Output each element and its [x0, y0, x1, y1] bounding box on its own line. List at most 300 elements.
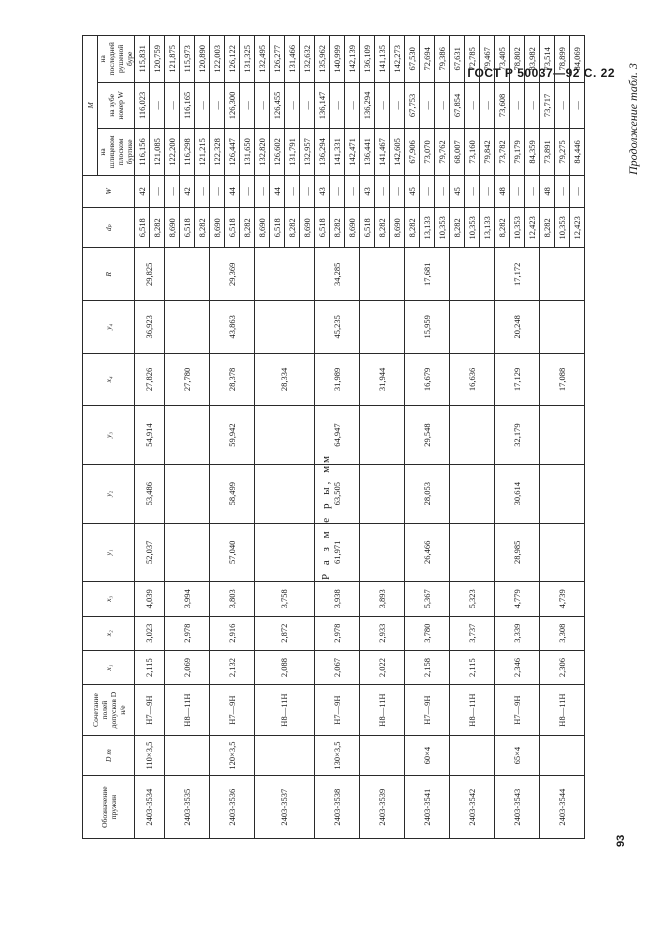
cell-W: —: [300, 175, 315, 207]
cell-M2: —: [480, 82, 495, 129]
cell-W: —: [390, 175, 405, 207]
cell-y2: 58,499: [210, 464, 255, 523]
cell-M1: 79,275: [555, 129, 570, 176]
cell-D: [450, 735, 495, 775]
cell-y3: [450, 406, 495, 465]
cell-x1: 2,158: [405, 650, 450, 684]
cell-y3: 59,942: [210, 406, 255, 465]
cell-R: 29,369: [210, 248, 255, 301]
cell-dp: 8,690: [345, 208, 360, 248]
cell-fit: H8—11H: [360, 685, 405, 736]
cell-x4: 27,826: [135, 353, 165, 406]
cell-y4: [540, 301, 585, 354]
cell-W: 43: [315, 175, 330, 207]
cell-W: 42: [180, 175, 195, 207]
cell-M1: 79,762: [435, 129, 450, 176]
cell-y1: 52,037: [135, 523, 165, 582]
cell-M2: —: [570, 82, 585, 129]
cell-y3: 54,914: [135, 406, 165, 465]
cell-dp: 8,690: [210, 208, 225, 248]
cell-M3: 78,802: [510, 36, 525, 83]
cell-y3: [165, 406, 210, 465]
header-row: [83, 36, 98, 839]
cell-designation: 2403-3541: [405, 776, 450, 839]
cell-dp: 6,518: [180, 208, 195, 248]
cell-y1: 26,466: [405, 523, 450, 582]
cell-M1: 73,160: [465, 129, 480, 176]
cell-fit: H8—11H: [165, 685, 210, 736]
cell-x3: 3,893: [360, 582, 405, 616]
cell-x4: 17,129: [495, 353, 540, 406]
cell-x4: 16,636: [450, 353, 495, 406]
cell-W: —: [195, 175, 210, 207]
cell-dp: 6,518: [225, 208, 240, 248]
cell-M3: 131,466: [285, 36, 300, 83]
cell-M2: 126,300: [225, 82, 240, 129]
cell-x2: 3,780: [405, 616, 450, 650]
cell-dp: 8,282: [495, 208, 510, 248]
cell-M1: 136,294: [315, 129, 330, 176]
cell-fit: H8—11H: [450, 685, 495, 736]
cell-W: —: [570, 175, 585, 207]
cell-x1: 2,069: [165, 650, 210, 684]
cell-M2: 126,455: [270, 82, 285, 129]
cell-W: —: [420, 175, 435, 207]
cell-M1: 121,215: [195, 129, 210, 176]
cell-x4: 31,989: [315, 353, 360, 406]
cell-x4: 27,780: [165, 353, 210, 406]
cell-M2: 73,608: [495, 82, 510, 129]
spec-table: [82, 35, 585, 839]
cell-M2: 116,165: [180, 82, 195, 129]
cell-x2: 3,023: [135, 616, 165, 650]
cell-W: —: [375, 175, 390, 207]
table-row: [360, 36, 375, 839]
cell-y2: [540, 464, 585, 523]
cell-x2: 3,339: [495, 616, 540, 650]
cell-dp: 8,282: [285, 208, 300, 248]
cell-M1: 132,957: [300, 129, 315, 176]
table-row: [135, 36, 150, 839]
cell-dp: 12,423: [570, 208, 585, 248]
cell-y1: [360, 523, 405, 582]
cell-M3: 73,405: [495, 36, 510, 83]
cell-M2: —: [285, 82, 300, 129]
cell-x1: 2,067: [315, 650, 360, 684]
cell-M1: 132,820: [255, 129, 270, 176]
cell-x4: 16,679: [405, 353, 450, 406]
cell-x3: 5,367: [405, 582, 450, 616]
cell-fit: H7—9H: [315, 685, 360, 736]
cell-dp: 6,518: [315, 208, 330, 248]
table-row: [255, 36, 270, 839]
table-row: [405, 36, 420, 839]
cell-dp: 10,353: [555, 208, 570, 248]
cell-M2: —: [525, 82, 540, 129]
cell-M3: 132,495: [255, 36, 270, 83]
cell-M2: —: [195, 82, 210, 129]
cell-fit: H8—11H: [255, 685, 315, 736]
cell-x3: 4,739: [540, 582, 585, 616]
cell-M1: 136,441: [360, 129, 375, 176]
col-y1: y₁: [83, 523, 135, 582]
cell-M3: 126,122: [225, 36, 240, 83]
cell-M3: 67,631: [450, 36, 465, 83]
cell-dp: 6,518: [135, 208, 150, 248]
cell-M3: 140,999: [330, 36, 345, 83]
cell-y1: 28,985: [495, 523, 540, 582]
cell-dp: 10,353: [510, 208, 525, 248]
table-row: [450, 36, 465, 839]
cell-y4: [360, 301, 405, 354]
cell-M1: 73,070: [420, 129, 435, 176]
cell-x4: 31,944: [360, 353, 405, 406]
cell-M2: —: [240, 82, 255, 129]
cell-R: [360, 248, 405, 301]
cell-M2: 136,294: [360, 82, 375, 129]
cell-W: 48: [495, 175, 510, 207]
cell-x1: 2,115: [450, 650, 495, 684]
cell-M1: 141,467: [375, 129, 390, 176]
cell-D: 65×4: [495, 735, 540, 775]
cell-y1: [450, 523, 495, 582]
cell-W: —: [210, 175, 225, 207]
cell-y4: 15,959: [405, 301, 450, 354]
cell-fit: H7—9H: [210, 685, 255, 736]
cell-x1: 2,306: [540, 650, 585, 684]
cell-dp: 12,423: [525, 208, 540, 248]
cell-M1: 122,328: [210, 129, 225, 176]
cell-W: 43: [360, 175, 375, 207]
cell-dp: 8,690: [390, 208, 405, 248]
cell-x3: 5,323: [450, 582, 495, 616]
col-x3: x₃: [83, 582, 135, 616]
cell-D: [540, 735, 585, 775]
col-y3: y₃: [83, 406, 135, 465]
table-row: [315, 36, 330, 839]
cell-dp: 8,690: [300, 208, 315, 248]
cell-y2: [165, 464, 210, 523]
cell-M1: 73,782: [495, 129, 510, 176]
cell-M3: 78,899: [555, 36, 570, 83]
cell-W: —: [465, 175, 480, 207]
col-M-group: M: [83, 36, 98, 176]
cell-y3: 32,179: [495, 406, 540, 465]
cell-W: —: [255, 175, 270, 207]
cell-designation: 2403-3542: [450, 776, 495, 839]
cell-x2: 2,872: [255, 616, 315, 650]
cell-dp: 8,690: [165, 208, 180, 248]
cell-M1: 116,298: [180, 129, 195, 176]
cell-designation: 2403-3543: [495, 776, 540, 839]
cell-W: 45: [405, 175, 420, 207]
col-fit: Сочетание полей допусков D н/e: [83, 685, 135, 736]
col-x1: x₁: [83, 650, 135, 684]
cell-M1: 131,791: [285, 129, 300, 176]
cell-M3: 120,759: [150, 36, 165, 83]
cell-dp: 6,518: [270, 208, 285, 248]
cell-y4: 45,235: [315, 301, 360, 354]
cell-designation: 2403-3535: [165, 776, 210, 839]
cell-M3: 121,875: [165, 36, 180, 83]
cell-W: —: [165, 175, 180, 207]
cell-M2: 116,023: [135, 82, 150, 129]
col-y4: y₄: [83, 301, 135, 354]
cell-x3: 4,779: [495, 582, 540, 616]
cell-D: 110×3,5: [135, 735, 165, 775]
cell-x1: 2,088: [255, 650, 315, 684]
page-number: 93: [615, 834, 627, 847]
cell-M2: —: [510, 82, 525, 129]
cell-dp: 8,282: [195, 208, 210, 248]
col-M3: на последней рушеной буре: [98, 36, 135, 83]
cell-designation: 2403-3536: [210, 776, 255, 839]
table-row: [165, 36, 180, 839]
cell-dp: 8,282: [240, 208, 255, 248]
cell-y1: [255, 523, 315, 582]
cell-W: —: [285, 175, 300, 207]
cell-designation: 2403-3539: [360, 776, 405, 839]
cell-y4: [450, 301, 495, 354]
cell-M2: —: [465, 82, 480, 129]
sizes-caption: Р а з м е р ы, мм: [320, 452, 332, 580]
cell-M1: 73,891: [540, 129, 555, 176]
cell-W: 45: [450, 175, 465, 207]
cell-M2: —: [420, 82, 435, 129]
cell-M3: 67,530: [405, 36, 420, 83]
cell-fit: H8—11H: [540, 685, 585, 736]
cell-W: 44: [225, 175, 240, 207]
cell-M3: 73,514: [540, 36, 555, 83]
cell-x1: 2,115: [135, 650, 165, 684]
cell-M1: 142,471: [345, 129, 360, 176]
cell-D: 60×4: [405, 735, 450, 775]
cell-dp: 8,282: [375, 208, 390, 248]
cell-x3: 3,938: [315, 582, 360, 616]
cell-y1: [540, 523, 585, 582]
cell-M3: 122,003: [210, 36, 225, 83]
cell-y2: 28,053: [405, 464, 450, 523]
cell-x2: 2,933: [360, 616, 405, 650]
cell-M3: 120,890: [195, 36, 210, 83]
cell-M3: 132,632: [300, 36, 315, 83]
cell-M1: 121,085: [150, 129, 165, 176]
cell-W: 44: [270, 175, 285, 207]
cell-M2: —: [300, 82, 315, 129]
cell-y2: 63,505: [315, 464, 360, 523]
page-header: ГОСТ Р 50037—92 С. 22: [467, 66, 615, 80]
cell-R: 17,681: [405, 248, 450, 301]
cell-dp: 10,353: [465, 208, 480, 248]
cell-y1: 57,040: [210, 523, 255, 582]
cell-W: —: [345, 175, 360, 207]
cell-M2: —: [375, 82, 390, 129]
col-y2: y₂: [83, 464, 135, 523]
cell-D: [255, 735, 315, 775]
cell-y1: [165, 523, 210, 582]
cell-D: [165, 735, 210, 775]
cell-M2: 73,717: [540, 82, 555, 129]
cell-M1: 142,605: [390, 129, 405, 176]
cell-W: —: [330, 175, 345, 207]
cell-y2: 53,486: [135, 464, 165, 523]
cell-R: [540, 248, 585, 301]
cell-M2: 67,854: [450, 82, 465, 129]
cell-M2: —: [390, 82, 405, 129]
cell-M3: 141,135: [375, 36, 390, 83]
cell-M2: —: [210, 82, 225, 129]
cell-y1: 61,971: [315, 523, 360, 582]
cell-y4: [255, 301, 315, 354]
cell-x1: 2,022: [360, 650, 405, 684]
cell-M1: 116,156: [135, 129, 150, 176]
cell-x2: 2,916: [210, 616, 255, 650]
cell-M3: 79,467: [480, 36, 495, 83]
col-designation: Обозначение пружин: [83, 776, 135, 839]
cell-M1: 67,906: [405, 129, 420, 176]
cell-M1: 68,007: [450, 129, 465, 176]
cell-y3: 64,947: [315, 406, 360, 465]
cell-x2: 3,308: [540, 616, 585, 650]
col-D: D m: [83, 735, 135, 775]
cell-W: —: [480, 175, 495, 207]
cell-x3: 4,039: [135, 582, 165, 616]
col-x4: x₄: [83, 353, 135, 406]
cell-M1: 131,650: [240, 129, 255, 176]
cell-W: —: [240, 175, 255, 207]
cell-designation: 2403-3538: [315, 776, 360, 839]
cell-R: 29,825: [135, 248, 165, 301]
cell-x2: 3,737: [450, 616, 495, 650]
cell-x4: 28,334: [255, 353, 315, 406]
cell-y2: [360, 464, 405, 523]
cell-M2: —: [555, 82, 570, 129]
cell-M3: 126,277: [270, 36, 285, 83]
cell-D: 130×3,5: [315, 735, 360, 775]
cell-dp: 8,282: [405, 208, 420, 248]
continuation-label: Продолжение табл. 3: [626, 63, 640, 175]
cell-dp: 8,690: [255, 208, 270, 248]
cell-dp: 8,282: [330, 208, 345, 248]
cell-M3: 135,962: [315, 36, 330, 83]
cell-M3: 115,973: [180, 36, 195, 83]
cell-M2: 67,753: [405, 82, 420, 129]
cell-y2: [450, 464, 495, 523]
col-W: W: [83, 175, 135, 207]
cell-x3: 3,758: [255, 582, 315, 616]
cell-x2: 2,978: [165, 616, 210, 650]
cell-M1: 79,179: [510, 129, 525, 176]
cell-designation: 2403-3544: [540, 776, 585, 839]
cell-M3: 131,325: [240, 36, 255, 83]
cell-M1: 122,200: [165, 129, 180, 176]
cell-D: 120×3,5: [210, 735, 255, 775]
cell-designation: 2403-3537: [255, 776, 315, 839]
cell-M3: 115,831: [135, 36, 150, 83]
cell-W: —: [555, 175, 570, 207]
cell-M3: 83,982: [525, 36, 540, 83]
cell-R: 34,285: [315, 248, 360, 301]
cell-y3: [540, 406, 585, 465]
table-row: [540, 36, 555, 839]
cell-R: [165, 248, 210, 301]
cell-M3: 72,694: [420, 36, 435, 83]
cell-M1: 84,446: [570, 129, 585, 176]
cell-M1: 126,602: [270, 129, 285, 176]
cell-W: —: [150, 175, 165, 207]
cell-M1: 126,447: [225, 129, 240, 176]
cell-x1: 2,132: [210, 650, 255, 684]
cell-W: 42: [135, 175, 150, 207]
col-dp: dₚ: [83, 208, 135, 248]
cell-M2: —: [435, 82, 450, 129]
cell-fit: H7—9H: [135, 685, 165, 736]
cell-M2: —: [165, 82, 180, 129]
cell-x3: 3,803: [210, 582, 255, 616]
col-M1: на шлицевом плоском буртике: [98, 129, 135, 176]
col-x2: x₂: [83, 616, 135, 650]
cell-y3: [360, 406, 405, 465]
cell-x4: 28,378: [210, 353, 255, 406]
cell-dp: 8,282: [150, 208, 165, 248]
cell-x3: 3,994: [165, 582, 210, 616]
table-row: [495, 36, 510, 839]
cell-dp: 6,518: [360, 208, 375, 248]
cell-D: [360, 735, 405, 775]
cell-R: 17,172: [495, 248, 540, 301]
cell-dp: 8,282: [540, 208, 555, 248]
cell-y3: 29,548: [405, 406, 450, 465]
cell-M1: 79,842: [480, 129, 495, 176]
cell-fit: H7—9H: [495, 685, 540, 736]
cell-fit: H7—9H: [405, 685, 450, 736]
cell-y3: [255, 406, 315, 465]
cell-M3: 142,139: [345, 36, 360, 83]
cell-M3: 136,109: [360, 36, 375, 83]
cell-M2: —: [330, 82, 345, 129]
col-M2: на зубе номер W: [98, 82, 135, 129]
cell-W: —: [525, 175, 540, 207]
cell-M3: 79,386: [435, 36, 450, 83]
cell-x2: 2,978: [315, 616, 360, 650]
cell-M3: 142,273: [390, 36, 405, 83]
cell-dp: 13,133: [420, 208, 435, 248]
cell-x4: 17,088: [540, 353, 585, 406]
col-R: R: [83, 248, 135, 301]
cell-y4: [165, 301, 210, 354]
cell-y4: 36,923: [135, 301, 165, 354]
cell-M2: —: [255, 82, 270, 129]
cell-R: [255, 248, 315, 301]
cell-y2: 30,614: [495, 464, 540, 523]
cell-y4: 43,863: [210, 301, 255, 354]
cell-W: —: [510, 175, 525, 207]
cell-dp: 13,133: [480, 208, 495, 248]
table-row: [210, 36, 225, 839]
cell-x1: 2,346: [495, 650, 540, 684]
cell-designation: 2403-3534: [135, 776, 165, 839]
cell-M2: —: [150, 82, 165, 129]
cell-M1: 84,359: [525, 129, 540, 176]
cell-M3: 84,069: [570, 36, 585, 83]
spec-table-body: [135, 36, 585, 839]
cell-W: —: [435, 175, 450, 207]
cell-y2: [255, 464, 315, 523]
cell-dp: 8,282: [450, 208, 465, 248]
cell-M1: 141,331: [330, 129, 345, 176]
cell-dp: 10,353: [435, 208, 450, 248]
cell-M3: 72,785: [465, 36, 480, 83]
